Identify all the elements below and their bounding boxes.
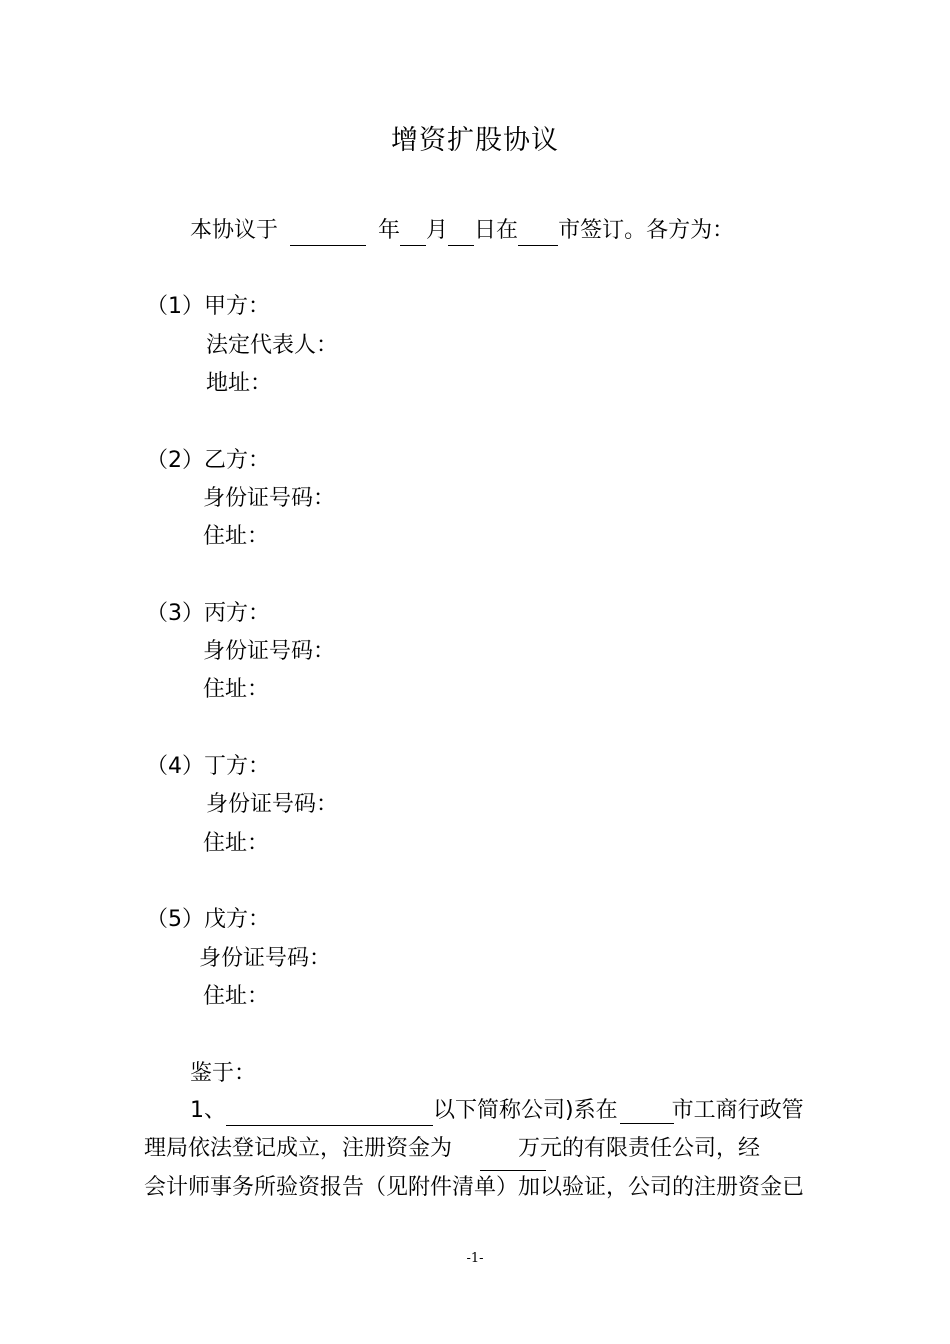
- party-4-field2: 住址：: [203, 831, 270, 856]
- party-5-field2: 住址：: [203, 984, 270, 1009]
- company-name-blank: [226, 1099, 433, 1126]
- party-2-field2: 住址：: [203, 524, 270, 549]
- party-3-field2: 住址：: [203, 677, 270, 702]
- intro-line: [190, 216, 734, 246]
- party-1-field1: 法定代表人：: [206, 333, 339, 358]
- page-number: -1-: [466, 1251, 484, 1266]
- party-3-label: （3）丙方：: [146, 601, 270, 626]
- city-blank-2: [620, 1123, 674, 1124]
- year-blank: [400, 219, 426, 246]
- party-2-label: （2）乙方：: [146, 448, 270, 473]
- date-blank: [290, 219, 366, 246]
- document-title: 增资扩股协议: [391, 125, 559, 156]
- whereas-item1-line2: [144, 1134, 760, 1164]
- intro-day-at: 日在: [474, 218, 519, 243]
- item1-text-a: 以下简称公司)系在: [433, 1098, 618, 1123]
- city-blank: [518, 219, 558, 246]
- party-4-field1: 身份证号码：: [206, 792, 339, 817]
- party-4-label: （4）丁方：: [146, 754, 270, 779]
- intro-month: 月: [426, 218, 449, 243]
- line2-text-b: 万元的有限责任公司，经: [518, 1136, 761, 1161]
- capital-blank: [480, 1170, 546, 1171]
- intro-suffix: 市签订。各方为：: [558, 218, 735, 243]
- whereas-item1-line3: 会计师事务所验资报告（见附件清单）加以验证，公司的注册资金已: [144, 1175, 805, 1200]
- party-3-field1: 身份证号码：: [203, 639, 336, 664]
- party-2-field1: 身份证号码：: [203, 486, 336, 511]
- line2-text-a: 理局依法登记成立，注册资金为: [144, 1136, 453, 1161]
- intro-year: 年: [378, 218, 401, 243]
- month-blank: [448, 219, 474, 246]
- whereas-item1-line1: [190, 1096, 804, 1126]
- whereas-heading: 鉴于：: [190, 1061, 257, 1086]
- party-1-field2: 地址：: [206, 371, 273, 396]
- item1-number: 1、: [190, 1098, 226, 1123]
- party-1-label: （1）甲方：: [146, 294, 270, 319]
- item1-text-b: 市工商行政管: [671, 1098, 804, 1123]
- intro-prefix: 本协议于: [190, 218, 279, 243]
- party-5-label: （5）戊方：: [146, 907, 270, 932]
- party-5-field1: 身份证号码：: [199, 946, 332, 971]
